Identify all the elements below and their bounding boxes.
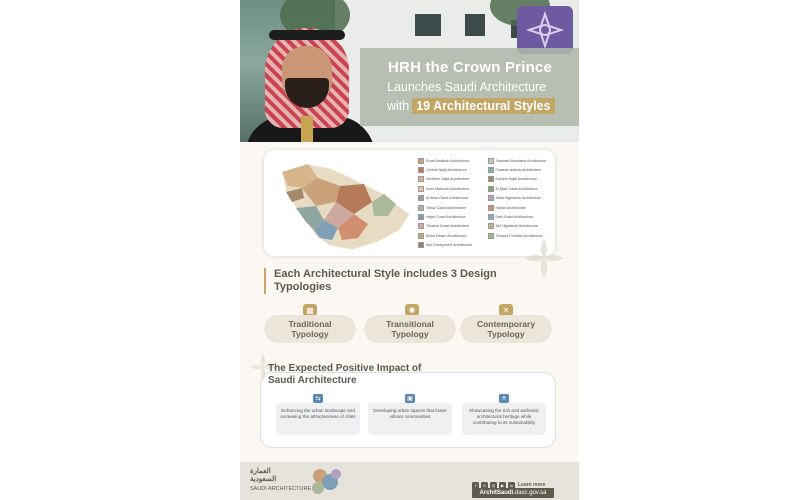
legend-swatch xyxy=(418,223,424,229)
legend-swatch xyxy=(488,186,494,192)
portrait xyxy=(245,20,375,142)
typology-contemporary: Contemporary Typology xyxy=(460,315,552,343)
legend-label: Tehama Foothills Architecture xyxy=(495,233,543,238)
typology-traditional: Traditional Typology xyxy=(264,315,356,343)
legend-swatch xyxy=(418,205,424,211)
brand-arabic: العمارة السعودية xyxy=(250,468,277,483)
building-icon: ▦ xyxy=(303,304,317,316)
legend-item xyxy=(488,212,554,221)
cross-icon: ✕ xyxy=(499,304,513,316)
legend-label: Sarawat Mountains Architecture xyxy=(495,158,547,163)
legend-item xyxy=(488,222,554,231)
legend-label: East Coast Architecture xyxy=(495,215,534,220)
community-icon: ▣ xyxy=(405,394,415,403)
legend-label: Tabuk Coast Architecture xyxy=(426,205,466,210)
impact-item-heritage: Showcasing the rich and authentic architectural heritage while contributing to its sustainability xyxy=(462,403,546,435)
legend-swatch xyxy=(418,158,424,164)
legend-item xyxy=(418,165,484,174)
subheadline: Launches Saudi Architecture xyxy=(387,80,547,94)
city-icon: ⇆ xyxy=(313,394,323,403)
legend-swatch xyxy=(488,158,494,164)
poster xyxy=(240,0,579,500)
learn-more-label: Learn more xyxy=(518,482,546,488)
legend-label: Bisha Desert Architecture xyxy=(426,233,467,238)
legend-swatch xyxy=(488,176,494,182)
legend-label: Abha Highlands Architecture xyxy=(495,196,541,201)
legend-item xyxy=(418,203,484,212)
typologies-heading: Each Architectural Style includes 3 Design Typologies xyxy=(264,268,554,294)
legend-item xyxy=(488,194,554,203)
legend-item xyxy=(418,175,484,184)
impact-item-urban-landscape: Enhancing the urban landscape and increasing the attractiveness of cities xyxy=(276,403,360,435)
youtube-icon[interactable]: ▶ xyxy=(500,483,505,488)
legend-label: Inner Madinah Architecture xyxy=(426,186,469,191)
legend-swatch xyxy=(418,186,424,192)
legend-label: Al Ahsa Oasis Architecture xyxy=(426,196,469,201)
instagram-icon[interactable]: ◎ xyxy=(491,483,496,488)
heritage-icon: ✢ xyxy=(499,394,509,403)
legend-item xyxy=(418,156,484,165)
impact-item-urban-spaces: Developing urban spaces that foster vibrant communities xyxy=(368,403,452,435)
legend-item xyxy=(488,184,554,193)
legend-swatch xyxy=(418,176,424,182)
brand-logo-icon xyxy=(306,466,346,498)
legend-label: Tehama Coast Architecture xyxy=(426,224,470,229)
legend-item xyxy=(488,156,554,165)
legend-item xyxy=(418,231,484,240)
legend-label: Central Najdi Architecture xyxy=(426,168,467,173)
legend-label: Eastern Najdi Architecture xyxy=(495,177,538,182)
x-icon[interactable]: X xyxy=(481,482,488,489)
legend-label: Al Qatif Oasis Architecture xyxy=(495,186,538,191)
legend-label: Northern Najdi Architecture xyxy=(426,177,470,182)
legend-item xyxy=(418,212,484,221)
linkedin-icon[interactable]: in xyxy=(509,483,514,488)
typology-transitional: Transitional Typology xyxy=(364,315,456,343)
legend-swatch xyxy=(488,195,494,201)
architecture-logo-icon xyxy=(517,6,573,54)
legend-item xyxy=(418,184,484,193)
legend-item xyxy=(488,175,554,184)
legend-item xyxy=(488,203,554,212)
legend-label: Taif Highlands Architecture xyxy=(495,224,539,229)
legend-item xyxy=(488,165,554,174)
legend-swatch xyxy=(488,205,494,211)
legend-item xyxy=(418,241,484,250)
legend-swatch xyxy=(418,195,424,201)
headline: HRH the Crown Prince xyxy=(388,59,553,76)
legend-swatch xyxy=(418,167,424,173)
legend-label: Najran Architecture xyxy=(495,205,527,210)
legend-label: Farasan Islands Architecture xyxy=(495,168,542,173)
facebook-icon[interactable]: f xyxy=(472,482,479,489)
legend-swatch xyxy=(488,223,494,229)
legend-item xyxy=(418,194,484,203)
map-card xyxy=(264,150,555,256)
legend-swatch xyxy=(488,167,494,173)
legend-swatch xyxy=(418,233,424,239)
legend-swatch xyxy=(488,214,494,220)
styles-count-line: with 19 Architectural Styles xyxy=(387,98,555,114)
styles-count-highlight: 19 Architectural Styles xyxy=(412,98,554,114)
legend-label: Asir Escarpment Architecture xyxy=(426,243,473,248)
gear-icon: ✺ xyxy=(405,304,419,316)
legend-label: Hejaz Coast Architecture xyxy=(426,215,466,220)
saudi-map xyxy=(268,158,416,254)
website-link[interactable]: ArchitSaudi.dasc.gov.sa xyxy=(472,488,554,498)
legend-swatch xyxy=(418,242,424,248)
legend-item xyxy=(418,222,484,231)
legend-swatch xyxy=(488,233,494,239)
impact-heading: The Expected Positive Impact of Saudi Architecture xyxy=(268,363,422,386)
legend-label: Rural Madinah Architecture xyxy=(426,158,470,163)
brand-english: SAUDI ARCHITECTURE xyxy=(250,486,312,492)
legend-swatch xyxy=(418,214,424,220)
